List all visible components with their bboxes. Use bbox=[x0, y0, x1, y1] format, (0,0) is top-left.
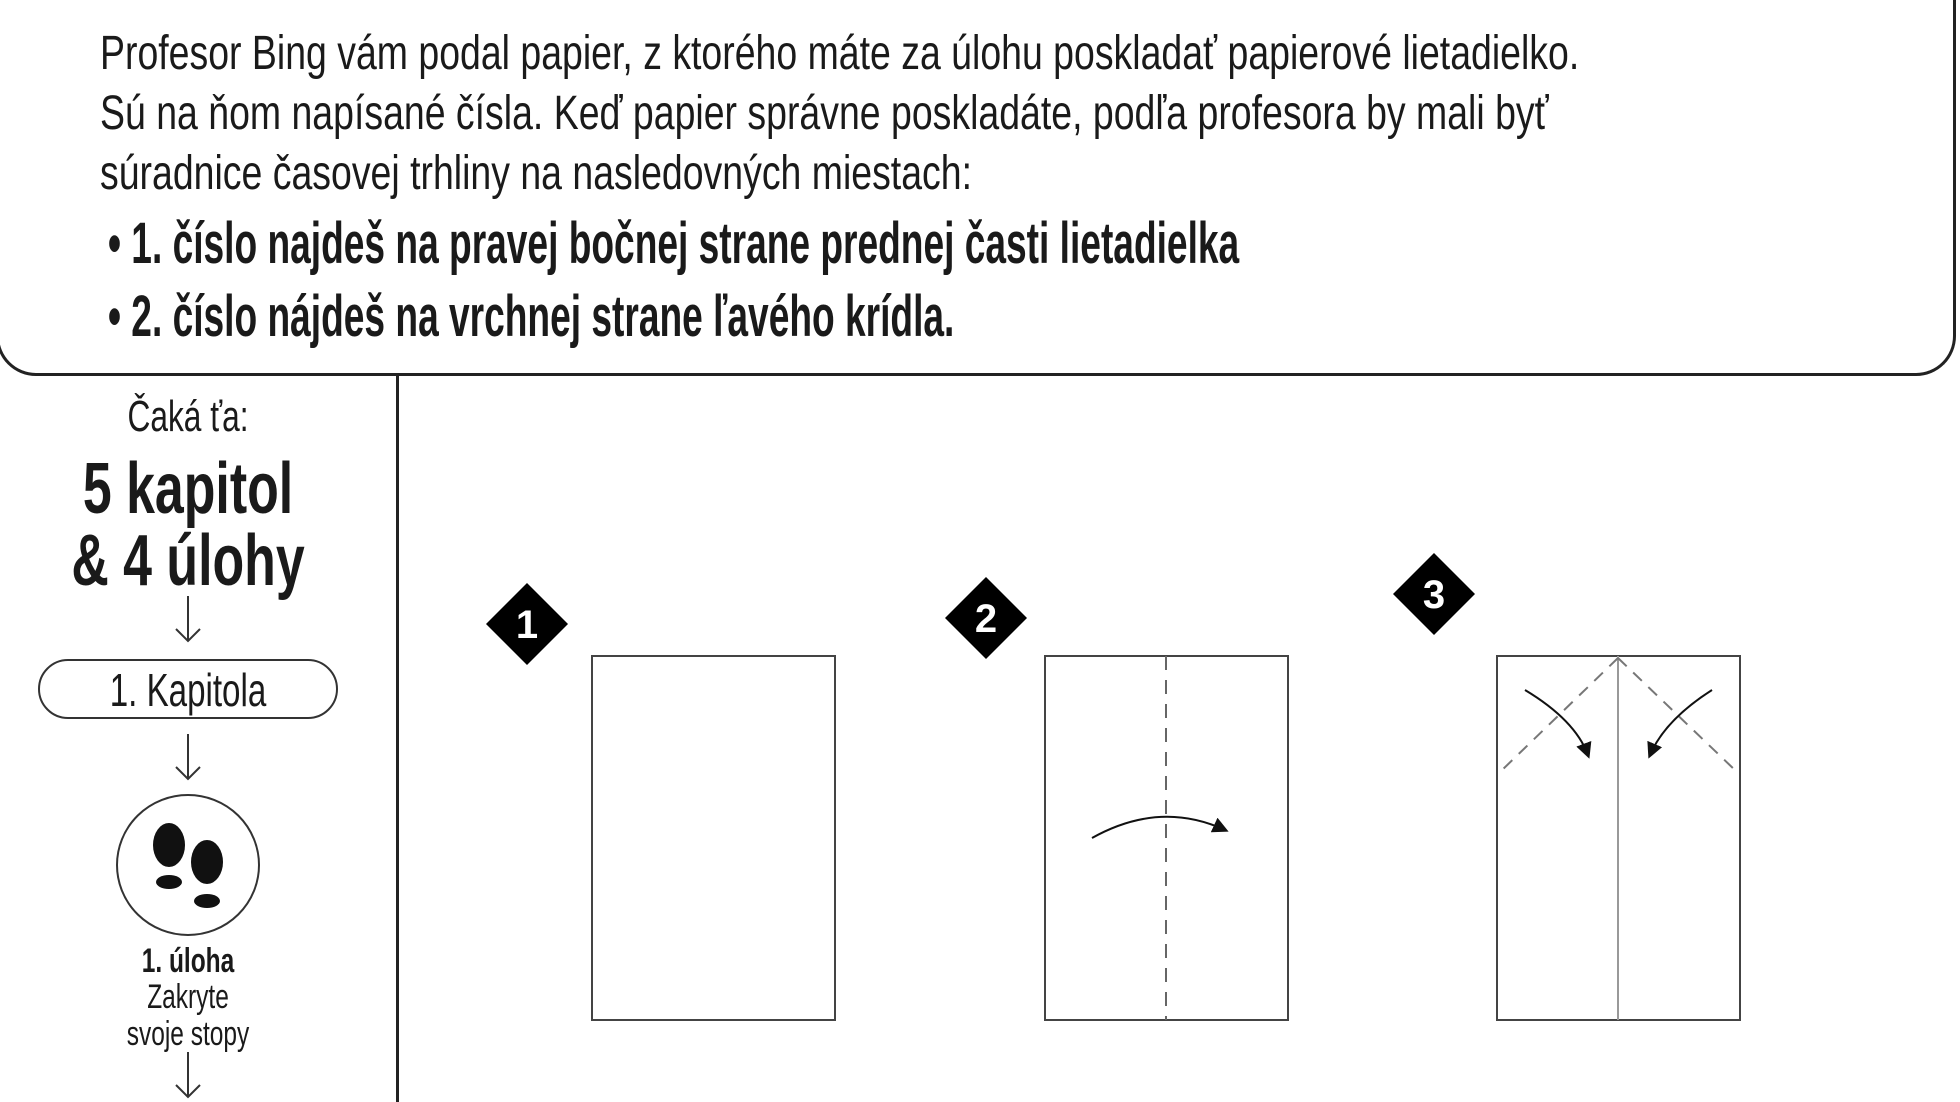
bullet-1: • 1. číslo najdeš na pravej bočnej strane prednej časti lietadielka bbox=[108, 211, 1240, 276]
chapter-label: 1. Kapitola bbox=[109, 664, 267, 716]
fold-arrow-icon bbox=[1650, 690, 1712, 755]
step-number: 2 bbox=[974, 597, 998, 641]
task-desc-2: svoje stopy bbox=[126, 1015, 250, 1053]
fold-arrow-icon bbox=[1092, 817, 1225, 838]
intro-line-2: Sú na ňom napísané čísla. Keď papier správne poskladáte, podľa profesora by mali byť bbox=[100, 87, 1549, 140]
intro-line-3: súradnice časovej trhliny na nasledovných miestach: bbox=[100, 147, 972, 200]
waiting-label: Čaká ťa: bbox=[127, 392, 249, 441]
tasks-count: & 4 úlohy bbox=[71, 521, 305, 601]
footprints-icon bbox=[153, 823, 223, 908]
task-title: 1. úloha bbox=[141, 942, 235, 980]
bullet-2: • 2. číslo nájdeš na vrchnej strane ľavého krídla. bbox=[108, 284, 955, 349]
down-arrow-icon bbox=[176, 734, 200, 779]
chapters-count: 5 kapitol bbox=[82, 449, 294, 529]
step-1-paper bbox=[592, 656, 835, 1020]
down-arrow-icon bbox=[176, 596, 200, 641]
step-number: 1 bbox=[515, 603, 539, 647]
step-number: 3 bbox=[1422, 573, 1446, 617]
step-1-badge bbox=[486, 583, 568, 665]
down-arrow-icon bbox=[176, 1052, 200, 1097]
step-3-badge bbox=[1393, 553, 1475, 635]
step-2-badge bbox=[945, 577, 1027, 659]
task-desc-1: Zakryte bbox=[147, 978, 229, 1016]
intro-line-1: Profesor Bing vám podal papier, z ktorého máte za úlohu poskladať papierové lietadielko. bbox=[100, 27, 1580, 80]
task-circle bbox=[117, 795, 259, 935]
fold-arrow-icon bbox=[1525, 690, 1588, 755]
